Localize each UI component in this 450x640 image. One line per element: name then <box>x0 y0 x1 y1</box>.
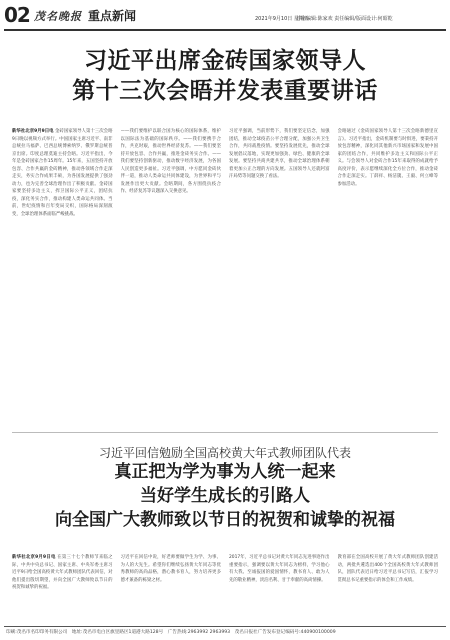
section-title: 重点新闻 <box>88 9 137 23</box>
second-story-body <box>12 554 438 596</box>
lead-headline <box>0 46 450 106</box>
second-column-3-text: 2017年，习近平总书记对黄大年同志先进事迹作出重要指示，强调要以黄大年同志为榜样，学习他心有大我、至诚报国的爱国情怀，教书育人、敢为人先的敬业精神，淡泊名利、甘于奉献的高尚情操。 <box>229 555 330 583</box>
lead-headline-line-1: 习近平出席金砖国家领导人 <box>84 48 366 74</box>
lead-story-body <box>12 128 438 428</box>
second-story-kicker: 习近平回信勉励全国高校黄大年式教师团队代表 <box>98 446 351 460</box>
second-column-1 <box>12 554 113 596</box>
footer-rule <box>4 626 446 627</box>
issue-date: 2021年9月10日 星期五 <box>255 16 309 22</box>
second-headline-line-1: 真正把为学为事为人统一起来 <box>114 462 336 482</box>
second-headline-line-2: 当好学生成长的引路人 <box>140 486 310 506</box>
second-column-3 <box>229 554 330 596</box>
newspaper-logo: 茂名晚报 <box>34 10 82 23</box>
second-column-2 <box>121 554 222 596</box>
second-column-1-text: 在第三十七个教师节来临之际，中共中央总书记、国家主席、中央军委主席习近平9日给全国高校黄大年式教师团队代表回信，对他们提出殷切期望，并向全国广大教师致以节日的祝贺和诚挚的祝福。 <box>12 555 113 590</box>
second-story-headline <box>0 460 450 532</box>
masthead-rule <box>4 29 446 31</box>
lead-column-4-text: 会晤通过《金砖国家领导人第十三次会晤新德里宣言》。习近平指出，金砖机制要与时俱进，要秉持开放包容精神，深化同其他新兴市场国家和发展中国家的团结合作，共同维护多边主义和国际公平正义。与会领导人对金砖合作15年来取得的成就给予高度评价，表示愿继续深化全方位合作，推动金砖合作走深走实。丁薛祥、杨洁篪、王毅、何立峰等参加活动。 <box>337 129 438 187</box>
masthead <box>0 0 450 30</box>
story-divider <box>12 432 438 433</box>
page-number: 02 <box>4 3 30 27</box>
lead-column-1-text: 金砖国家领导人第十三次会晤9日晚以视频方式举行。中国国家主席习近平、南非总统拉马福萨、巴西总统博索纳罗、俄罗斯总统普京出席。印度总理莫迪主持会晤。习近平指出，今年是金砖国家合作15周年。15年来，五国坚持开放包容、合作共赢的金砖精神，推动各领域合作走深走实，务实合作成果丰硕，为各国发展提供了强劲动力，也为完善全球治理作出了积极贡献。金砖国家要坚持多边主义，捍卫国际公平正义，团结抗疫，深化务实合作，推动构建人类命运共同体。当前，世纪疫情和百年变局交织，国际格局深刻演变，全球治理体系面临严峻挑战。 <box>12 129 113 217</box>
second-column-2-text: 习近平在回信中说，好老师要做学生为学、为事、为人的大先生。希望你们继续弘扬黄大年同志等优秀教师的高尚品格，潜心教书育人，努力培养更多德才兼备的栋梁之材。 <box>120 555 221 583</box>
lead-column-2 <box>121 128 222 428</box>
second-column-4 <box>338 554 439 596</box>
second-headline-line-3: 向全国广大教师致以节日的祝贺和诚挚的祝福 <box>55 510 395 530</box>
lead-headline-line-2: 第十三次会晤并发表重要讲话 <box>72 78 378 104</box>
editor-credits: 首席编辑:陈家欢 责任编辑/版面设计:何昭乾 <box>296 16 393 22</box>
lead-column-3 <box>229 128 330 428</box>
lead-dateline: 新华社北京9月9日电 <box>12 129 54 134</box>
second-dateline: 新华社北京9月9日电 <box>12 555 56 560</box>
lead-column-3-text: 习近平强调，当前形势下，我们要坚定信念，加强团结，推动全球疫苗公平合理分配，加强公共卫生合作，共同战胜疫情。要坚持发展优先，推动全球发展倡议落地，实现更加强劲、绿色、健康的全球发展。要坚持共商共建共享，推动全球治理体系朝着更加公正合理的方向发展。五国领导人还就阿富汗局势等问题交换了看法。 <box>229 129 330 179</box>
printer-footer: 印刷:茂名市名印印务有限公司 地址:茂名市电白区旗里路区1道港大路128号 广告热线:2963992 2963993 茂名日报社广告发布登记编码号:440900100009 <box>6 630 336 635</box>
lead-column-2-text: ——我们要维护以联合国为核心的国际体系，维护以国际法为基础的国际秩序。——我们要携手合作，共克时艰，推动世界经济复苏。——我们要坚持开放包容、合作共赢，推进金砖务实合作。——我们要坚持创新驱动，推动数字经济发展，为各国人民创造更多福祉。习近平强调，中方愿同金砖伙伴一道，推动人类命运共同体建设，为世界和平与发展作出更大贡献。会晤期间，各方围绕抗疫合作、经济复苏等议题深入交换意见。 <box>120 129 221 194</box>
lead-column-1 <box>12 128 113 428</box>
lead-column-4 <box>338 128 439 428</box>
second-column-4-text: 教育部在全国高校开展了黄大年式教师团队创建活动，两批共遴选出400个全国高校黄大年式教师团队，团队代表近日给习近平总书记写信，汇报学习贯彻总书记重要指示的体会和工作成绩。 <box>337 555 438 583</box>
